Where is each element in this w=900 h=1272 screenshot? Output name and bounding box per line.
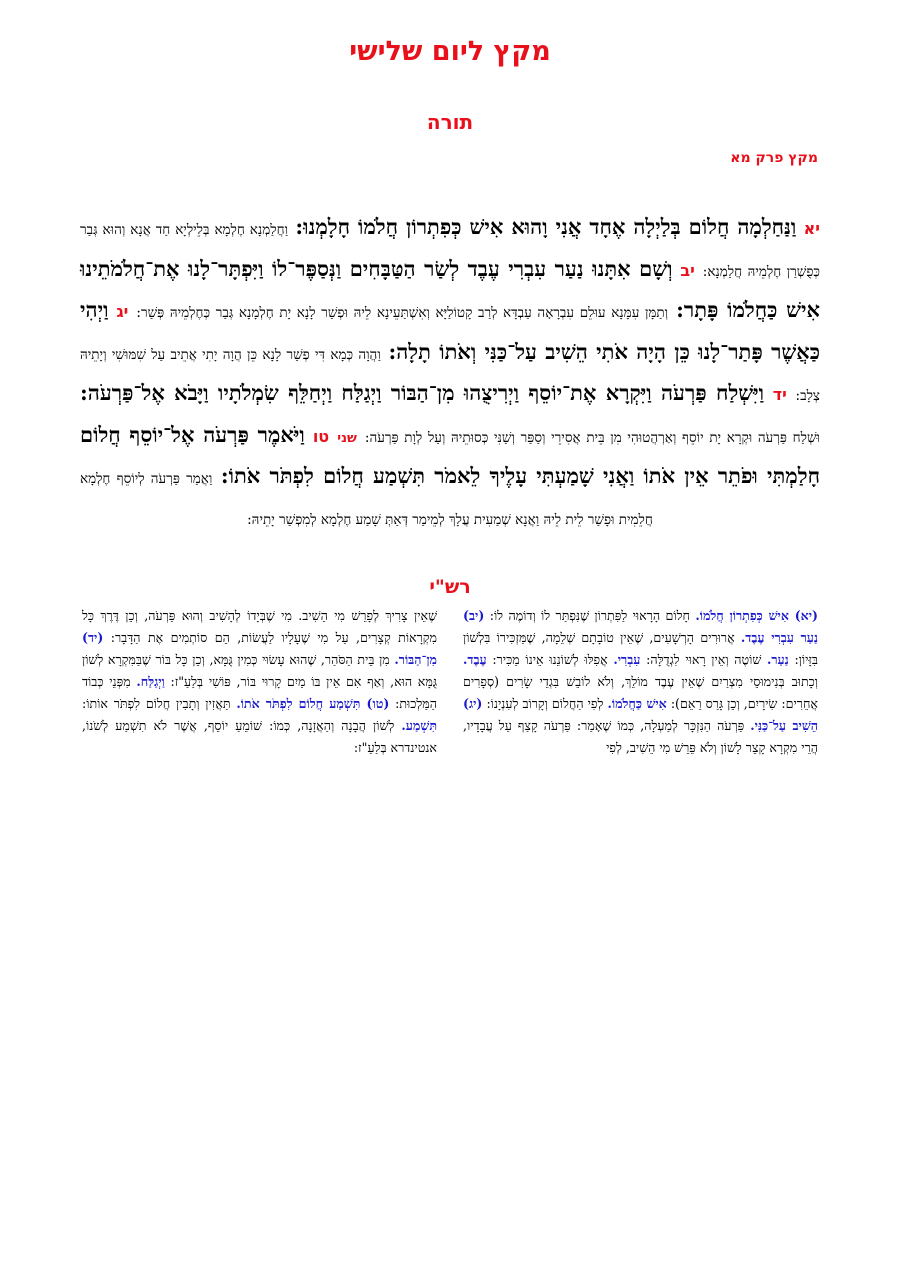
rashi-dibur-hamatchil: (יג) הֵשִׁיב עַל־כַּנִּי. [463, 696, 818, 733]
section-title: תורה [426, 110, 474, 134]
verse-onkelos: וַאֲמַר פַּרְעֹה לְיוֹסֵף חֶלְמָא חֲלֵמִית וּפָשַׁר לֵית לֵיהּ וַאֲנָא שְׁמַעִית עֲלָךְ לְמֵימַר דְּאַתְּ שָׁמַע חֶלְמָא לְמִפְשַׁר יָתֵיהּ: [80, 471, 653, 528]
rashi-column-left [82, 605, 437, 759]
rashi-dibur-hamatchil: וַיְגַלַּח. [136, 674, 165, 689]
rashi-comment: תַּאֲזִין וְתָבִין חֲלוֹם לִפְתֹּר אוֹתוֹ: [82, 696, 237, 711]
rashi-comment: לְשׁוֹן הֲבָנָה וְהַאֲזָנָה, כְּמוֹ: שׁוֹמֵעַ יוֹסֵף, אֲשֶׁר לֹא תִשְׁמַע לְשֹׁנוֹ, אנטינדרא בְּלַעַ"ז: [82, 718, 437, 755]
verse-number: יד [772, 385, 787, 404]
rashi-comment: לְפִי הַחֲלוֹם וְקָרוֹב לְעִנְיָנוֹ: [486, 696, 608, 711]
verse-number: טו [312, 426, 330, 446]
verse-hebrew: וַנַּחַלְמָה חֲלוֹם בְּלַיְלָה אֶחָד אֲנִי וָהוּא אִישׁ כְּפִתְרוֹן חֲלֹמוֹ חָלָמְנוּ: [295, 214, 797, 239]
verse-onkelos: וּשְׁלַח פַּרְעֹה וּקְרָא יָת יוֹסֵף וְאַרְהֲטוּהִי מִן בֵּית אֲסִירֵי וְסַפַּר וְשַׁנִּי כְּסוּתֵיהּ וְעַל לְוָת פַּרְעֹה: [364, 429, 820, 446]
verse-onkelos: וַהֲוָה כְּמָא דִּי פְשַׁר לָנָא כֵּן הֲוָה יָתִי אֲתֵיב עַל שִׁמּוּשִׁי וְיָתֵיהּ צְלָב: [80, 346, 820, 404]
rashi-dibur-hamatchil: (יא) אִישׁ כְּפִתְרוֹן חֲלֹמוֹ. [695, 608, 818, 623]
verse-onkelos: וַחֲלַמְנָא חֶלְמָא בְּלֵילְיָא חַד אֲנָא וְהוּא גְּבַר כְּפֻשְׁרַן חֶלְמֵיהּ חֲלַמְנָא: [80, 222, 821, 280]
rashi-comment: מִפְּנֵי כְּבוֹד הַמַּלְכוּת: [82, 674, 437, 711]
rashi-dibur-hamatchil: (יב) נַעַר עִבְרִי עֶבֶד. [463, 608, 818, 645]
verse-hebrew: וַיְהִי כַּאֲשֶׁר פָּתַר־לָנוּ כֵּן הָיָה אֹתִי הֵשִׁיב עַל־כַּנִּי וְאֹתוֹ תָלָה: [80, 297, 821, 364]
rashi-comment: שׁוֹטֶה וְאֵין רָאוּי לִגְדֻלָּה: [646, 652, 767, 667]
rashi-comment: אֲרוּרִים הָרְשָׁעִים, שֶׁאֵין טוֹבָתָם שְׁלֵמָה, שֶׁמַּזְכִּירוֹ בִּלְשׁוֹן בִּזָּיוֹן: [463, 630, 818, 667]
rashi-comment: שֶׁאֵין צָרִיךְ לְפָרֵשׁ מִי הֵשִׁיב. מִי שֶׁבְּיָדוֹ לְהָשִׁיב וְהוּא פַּרְעֹה, וְכֵן דֶּרֶךְ כָּל מִקְרָאוֹת קְצָרִים, עַל מִי שֶׁעָלָיו לַעֲשׂוֹת, הֵם סוֹתְמִים אֶת הַדָּבָר: [82, 608, 437, 645]
page-title: מקץ ליום שלישי [349, 36, 551, 67]
verse-number: יג [116, 302, 129, 321]
torah-text [80, 208, 820, 539]
rashi-comment: מִן בֵּית הַסֹּהַר, שֶׁהוּא עָשׂוּי כְּמִין גֻּמָּא, וְכֵן כָּל בּוֹר שֶׁבַּמִּקְרָא לְשׁוֹן גֻּמָּא הוּא, וְאַף אִם אֵין בּוֹ מַיִם קָרוּי בּוֹר, פּוֹשִׁי בְּלַעַ"ז: [82, 652, 437, 689]
rashi-dibur-hamatchil: נַעַר. [766, 652, 789, 667]
rashi-comment: חָלוֹם הָרָאוּי לַפִּתְרוֹן שֶׁנִּפְתַּר לוֹ וְדוֹמֶה לוֹ: [489, 608, 696, 623]
verse-number: יב [680, 260, 695, 280]
rashi-dibur-hamatchil: עֶבֶד. [463, 652, 487, 667]
verse-hebrew: וַיִּשְׁלַח פַּרְעֹה וַיִּקְרָא אֶת־יוֹסֵף וַיְרִיצֻהוּ מִן־הַבּוֹר וַיְגַלַּח וַיְחַלֵּף שִׂמְלֹתָיו וַיָּבֹא אֶל־פַּרְעֹה: [80, 380, 765, 405]
rashi-comment: וְכָתוּב בְּנִימוּסֵי מִצְרַיִם שֶׁאֵין עֶבֶד מוֹלֵךְ, וְלֹא לוֹבֵשׁ בִּגְדֵי שָׂרִים (סְפָרִים אֲחֵרִים: שִׂירָיִם, וְכֵן גָּרַס רַאֵם): [463, 674, 818, 711]
verse-onkelos: וְתַמָּן עִמָּנָא עוּלֵם עִבְרָאָה עַבְדָּא לְרַב קָטוֹלַיָּא וְאִשְׁתַּעֵינָא לֵיהּ וּפְשַׁר לָנָא יָת חֶלְמָנָא גְּבַר כְּחֶלְמֵיהּ פְּשַׁר: [136, 305, 669, 321]
rashi-dibur-hamatchil: (יד) מִן־הַבּוֹר. [82, 630, 437, 667]
rashi-dibur-hamatchil: עִבְרִי. [613, 652, 641, 667]
rashi-comment: אֲפִלּוּ לְשׁוֹנֵנוּ אֵינוֹ מַכִּיר: [492, 652, 614, 667]
aliyah-marker: שני [337, 430, 357, 446]
rashi-column-right [463, 605, 818, 759]
verse-hebrew: וַיֹּאמֶר פַּרְעֹה אֶל־יוֹסֵף חֲלוֹם חָלַמְתִּי וּפֹתֵר אֵין אֹתוֹ וַאֲנִי שָׁמַעְתִּי עָלֶיךָ לֵאמֹר תִּשְׁמַע חֲלוֹם לִפְתֹּר אֹתוֹ: [80, 421, 821, 488]
verse-hebrew: וְשָׁם אִתָּנוּ נַעַר עִבְרִי עֶבֶד לְשַׂר הַטַּבָּחִים וַנְּסַפֶּר־לוֹ וַיִּפְתָּר־לָנוּ אֶת־חֲלֹמֹתֵינוּ אִישׁ כַּחֲלֹמוֹ פָּתָר: [80, 255, 820, 322]
rashi-comment: פַּרְעֹה הַנִּזְכָּר לְמַעְלָה, כְּמוֹ שֶׁאָמַר: פַּרְעֹה קָצַף עַל עֲבָדָיו, הֲרֵי מִקְרָא קָצֵר לָשׁוֹן וְלֹא פֵּרֵשׁ מִי הֵשִׁיב, לְפִי [463, 718, 818, 755]
rashi-dibur-hamatchil: אִישׁ כַּחֲלֹמוֹ. [607, 696, 667, 711]
verse-number: יא [803, 219, 820, 238]
rashi-dibur-hamatchil: תִּשְׁמַע. [401, 718, 437, 733]
rashi-title: רש"י [429, 576, 471, 598]
chapter-label: מקץ פרק מא [730, 150, 818, 166]
rashi-dibur-hamatchil: (טו) תִּשְׁמַע חֲלוֹם לִפְתֹּר אֹתוֹ. [236, 696, 390, 711]
